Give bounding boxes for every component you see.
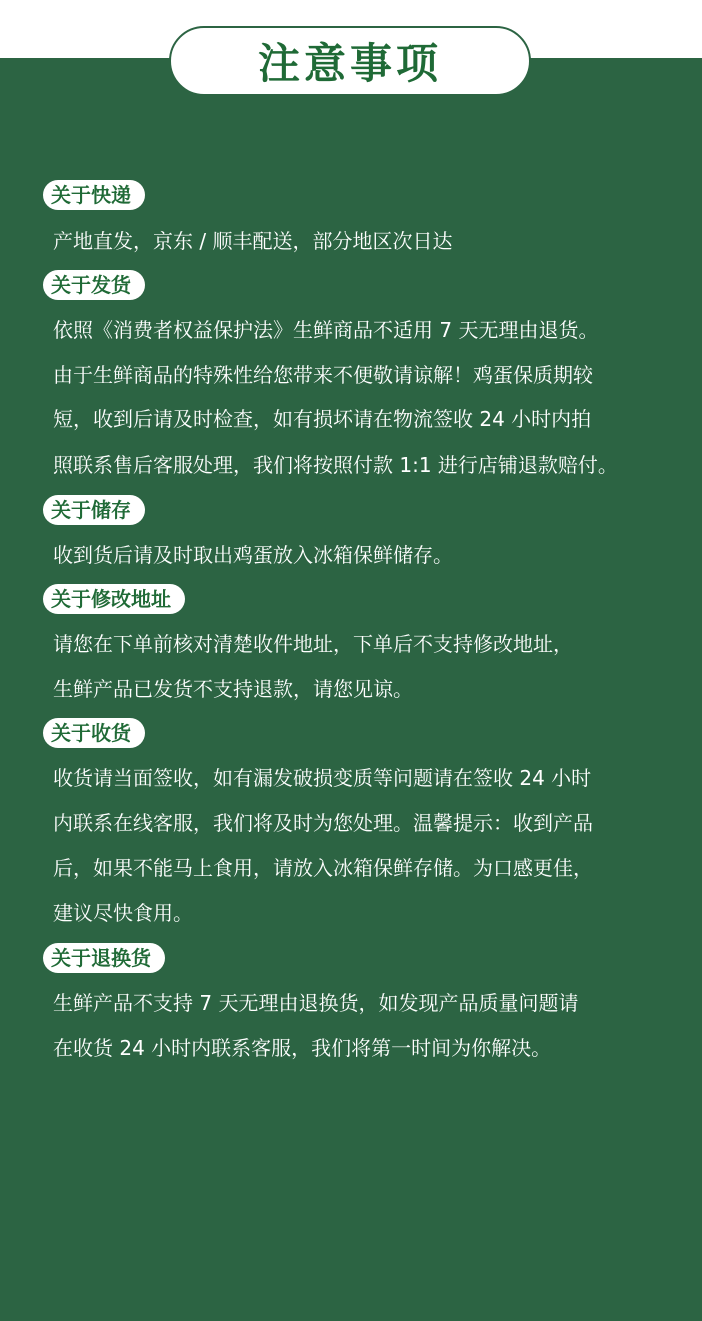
section-line: 建议尽快食用。 [53,901,193,925]
section-line: 照联系售后客服处理，我们将按照付款 1:1 进行店铺退款赔付。 [53,453,618,477]
section-line: 短，收到后请及时检查，如有损坏请在物流签收 24 小时内拍 [53,407,592,431]
section-line: 由于生鲜商品的特殊性给您带来不便敬请谅解！鸡蛋保质期较 [53,363,593,387]
section-tag-express: 关于快递 [43,180,145,210]
section-tag-storage: 关于储存 [43,495,145,525]
section-line: 产地直发，京东 / 顺丰配送，部分地区次日达 [53,229,453,253]
section-tag-returns: 关于退换货 [43,943,165,973]
section-line: 后，如果不能马上食用，请放入冰箱保鲜存储。为口感更佳， [53,856,593,880]
title-banner [169,26,531,96]
section-line: 内联系在线客服，我们将及时为您处理。温馨提示：收到产品 [53,811,593,835]
section-line: 收到货后请及时取出鸡蛋放入冰箱保鲜储存。 [53,543,453,567]
section-line: 生鲜产品不支持 7 天无理由退换货，如发现产品质量问题请 [53,991,579,1015]
section-line: 请您在下单前核对清楚收件地址，下单后不支持修改地址， [53,632,573,656]
section-tag-receiving: 关于收货 [43,718,145,748]
section-line: 收货请当面签收，如有漏发破损变质等问题请在签收 24 小时 [53,766,592,790]
section-line: 在收货 24 小时内联系客服，我们将第一时间为你解决。 [53,1036,552,1060]
section-tag-address-change: 关于修改地址 [43,584,185,614]
section-line: 生鲜产品已发货不支持退款，请您见谅。 [53,677,413,701]
section-line: 依照《消费者权益保护法》生鲜商品不适用 7 天无理由退货。 [53,318,599,342]
section-tag-shipping: 关于发货 [43,270,145,300]
page-title: 注意事项 [257,39,442,88]
